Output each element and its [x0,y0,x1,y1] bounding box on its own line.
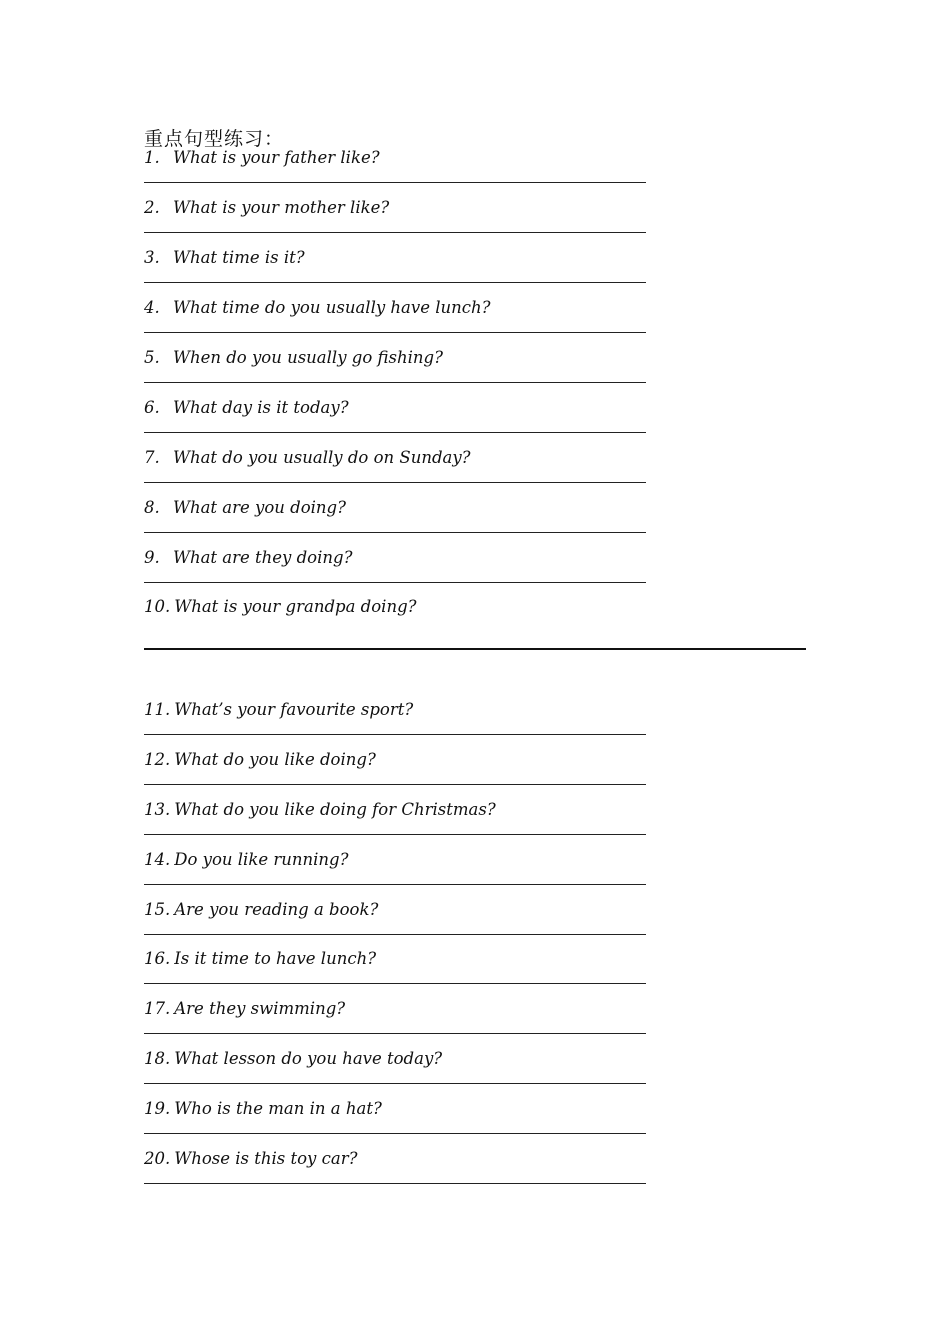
answer-line[interactable] [144,282,646,283]
answer-line[interactable] [144,582,646,583]
answer-line[interactable] [144,182,646,183]
question-item-1 [144,148,664,178]
answer-line[interactable] [144,432,646,433]
question-number: 19. [144,1099,171,1118]
question-number: 7. [144,448,160,467]
question-text [144,1099,382,1118]
question-item-11 [144,700,664,730]
question-number: 20. [144,1149,171,1168]
answer-line[interactable] [144,332,646,333]
question-item-19 [144,1099,664,1129]
question-text [144,198,389,217]
question-item-6 [144,398,664,428]
answer-line[interactable] [144,482,646,483]
answer-line[interactable] [144,382,646,383]
question-item-13 [144,800,664,830]
question-label: What lesson do you have today? [174,1049,443,1068]
question-item-20 [144,1149,664,1179]
question-number: 13. [144,800,171,819]
question-number: 6. [144,398,160,417]
question-item-8 [144,498,664,528]
question-number: 17. [144,999,171,1018]
question-label: What do you like doing? [174,750,376,769]
question-text [144,548,352,567]
question-item-4 [144,298,664,328]
question-text [144,448,471,467]
question-number: 9. [144,548,160,567]
question-label: What time is it? [173,248,305,267]
question-item-18 [144,1049,664,1079]
question-item-9 [144,548,664,578]
question-text [144,1049,442,1068]
question-number: 14. [144,850,171,869]
question-number: 10. [144,597,171,616]
question-number: 16. [144,949,171,968]
question-text [144,800,496,819]
question-text [144,999,345,1018]
question-item-5 [144,348,664,378]
question-label: What do you usually do on Sunday? [173,448,471,467]
question-label: Are they swimming? [174,999,346,1018]
question-text [144,1149,357,1168]
question-item-10 [144,597,664,627]
question-number: 5. [144,348,160,367]
question-text [144,498,346,517]
worksheet-title: 重点句型练习： [144,128,285,150]
answer-line[interactable] [144,934,646,935]
question-text [144,900,378,919]
question-number: 18. [144,1049,171,1068]
question-number: 2. [144,198,160,217]
question-text [144,597,416,616]
question-item-3 [144,248,664,278]
question-item-15 [144,900,664,930]
question-label: What is your grandpa doing? [174,597,417,616]
question-text [144,949,376,968]
answer-line[interactable] [144,983,646,984]
question-label: Who is the man in a hat? [174,1099,382,1118]
question-text [144,398,349,417]
answer-line[interactable] [144,532,646,533]
question-item-2 [144,198,664,228]
question-item-12 [144,750,664,780]
question-number: 12. [144,750,171,769]
answer-line[interactable] [144,884,646,885]
question-label: What day is it today? [173,398,349,417]
question-text [144,348,443,367]
question-item-16 [144,949,664,979]
question-label: What’s your favourite sport? [174,700,414,719]
question-number: 3. [144,248,160,267]
question-label: Is it time to have lunch? [174,949,377,968]
answer-line-long[interactable] [144,648,806,650]
question-text [144,148,380,167]
question-text [144,850,348,869]
question-item-17 [144,999,664,1029]
question-label: What are you doing? [173,498,346,517]
question-label: Do you like running? [174,850,349,869]
question-number: 4. [144,298,160,317]
question-label: When do you usually go fishing? [173,348,443,367]
question-label: Whose is this toy car? [174,1149,358,1168]
answer-line[interactable] [144,1083,646,1084]
question-label: Are you reading a book? [174,900,379,919]
answer-line[interactable] [144,734,646,735]
answer-line[interactable] [144,1133,646,1134]
answer-line[interactable] [144,232,646,233]
answer-line[interactable] [144,784,646,785]
question-number: 11. [144,700,171,719]
answer-line[interactable] [144,834,646,835]
question-text [144,700,413,719]
question-label: What do you like doing for Christmas? [174,800,496,819]
question-text [144,298,490,317]
question-number: 1. [144,148,160,167]
question-label: What are they doing? [173,548,353,567]
question-number: 8. [144,498,160,517]
question-label: What is your father like? [173,148,380,167]
question-text [144,750,376,769]
question-label: What is your mother like? [173,198,390,217]
question-number: 15. [144,900,171,919]
question-text [144,248,305,267]
question-label: What time do you usually have lunch? [173,298,491,317]
question-item-7 [144,448,664,478]
question-item-14 [144,850,664,880]
answer-line[interactable] [144,1033,646,1034]
answer-line[interactable] [144,1183,646,1184]
